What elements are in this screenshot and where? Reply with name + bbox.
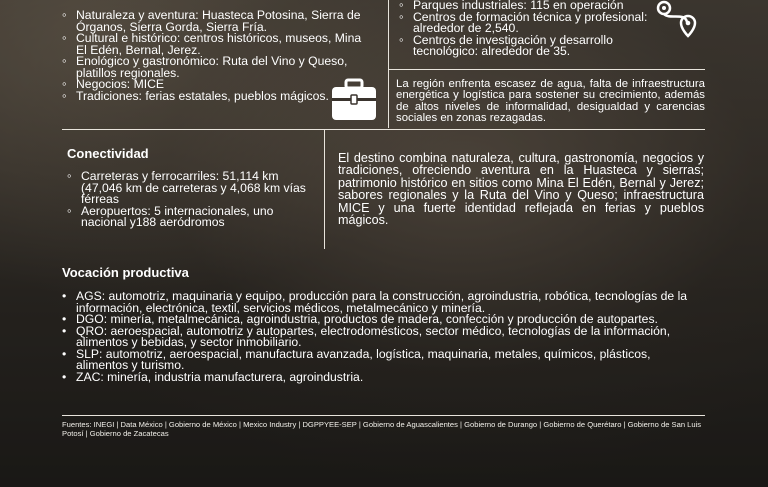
summary-text: El destino combina naturaleza, cultura, gastronomía, negocios y tradiciones, ofreciendo aventura en la Huasteca y sierras; patrimonio histórico en sitios como Mina El Edén, Bernal y Jerez; sabores regionales y la Ruta del Vino y Queso; infraestructura MICE y una fuerte identidad reflejada en ferias y pueblos mágicos. (338, 151, 704, 228)
divider (62, 415, 705, 416)
route-location-icon (655, 0, 701, 44)
list-item: ◦ Enológico y gastronómico: Ruta del Vino y Queso, platillos regionales. (62, 56, 362, 79)
infrastructure-list (399, 0, 661, 58)
list-item: • DGO: minería, metalmecánica, agroindustria, productos de madera, confección y producción de autopartes. (62, 314, 704, 326)
vocation-list (62, 291, 704, 383)
list-item: • AGS: automotriz, maquinaria y equipo, producción para la construcción, agroindustria, robótica, tecnologías de la información, electrónica, textil, servicios médicos, metalmecánico y minería. (62, 291, 704, 314)
list-item: ◦ Centros de formación técnica y profesional: alrededor de 2,540. (399, 12, 661, 35)
divider (389, 69, 705, 70)
divider (62, 129, 705, 130)
list-item: ◦ Tradiciones: ferias estatales, pueblos mágicos. (62, 91, 362, 103)
sources-footnote: Fuentes: INEGI | Data México | Gobierno de México | Mexico Industry | DGPPYEE-SEP | Gobierno de Aguascalientes | Gobierno de Durango | Gobierno de Querétaro | Gobierno de San Luis Potosí | Gobierno de Zacatecas (62, 420, 702, 438)
list-item: • QRO: aeroespacial, automotriz y autopartes, electrodomésticos, sector médico, tecnologías de la información, alimentos y bebidas, y sector inmobiliario. (62, 326, 704, 349)
list-item: • ZAC: minería, industria manufacturera, agroindustria. (62, 372, 704, 384)
list-item: ◦ Cultural e histórico: centros históricos, museos, Mina El Edén, Bernal, Jerez. (62, 33, 362, 56)
connectivity-title: Conectividad (67, 146, 149, 161)
divider (324, 130, 325, 249)
tourism-list (62, 10, 362, 102)
list-item: ◦ Aeropuertos: 5 internacionales, uno nacional y188 aeródromos (67, 206, 315, 229)
divider (388, 0, 389, 128)
list-item: • SLP: automotriz, aeroespacial, manufactura avanzada, logística, maquinaria, metales, químicos, plásticos, alimentos y turismo. (62, 349, 704, 372)
list-item: ◦ Centros de investigación y desarrollo tecnológico: alrededor de 35. (399, 35, 661, 58)
briefcase-icon (330, 78, 378, 122)
vocation-title: Vocación productiva (62, 265, 189, 280)
list-item: ◦ Negocios: MICE (62, 79, 362, 91)
challenges-text: La región enfrenta escasez de agua, falta de infraestructura energética y logística para sostener su crecimiento, además de altos niveles de informalidad, desigualdad y carencias sociales en zonas rezagadas. (396, 78, 705, 125)
list-item: ◦ Naturaleza y aventura: Huasteca Potosina, Sierra de Órganos, Sierra Gorda, Sierra Fría. (62, 10, 362, 33)
list-item: ◦ Parques industriales: 115 en operación (399, 0, 661, 12)
connectivity-list (67, 171, 315, 229)
list-item: ◦ Carreteras y ferrocarriles: 51,114 km (47,046 km de carreteras y 4,068 km vías férreas (67, 171, 315, 206)
